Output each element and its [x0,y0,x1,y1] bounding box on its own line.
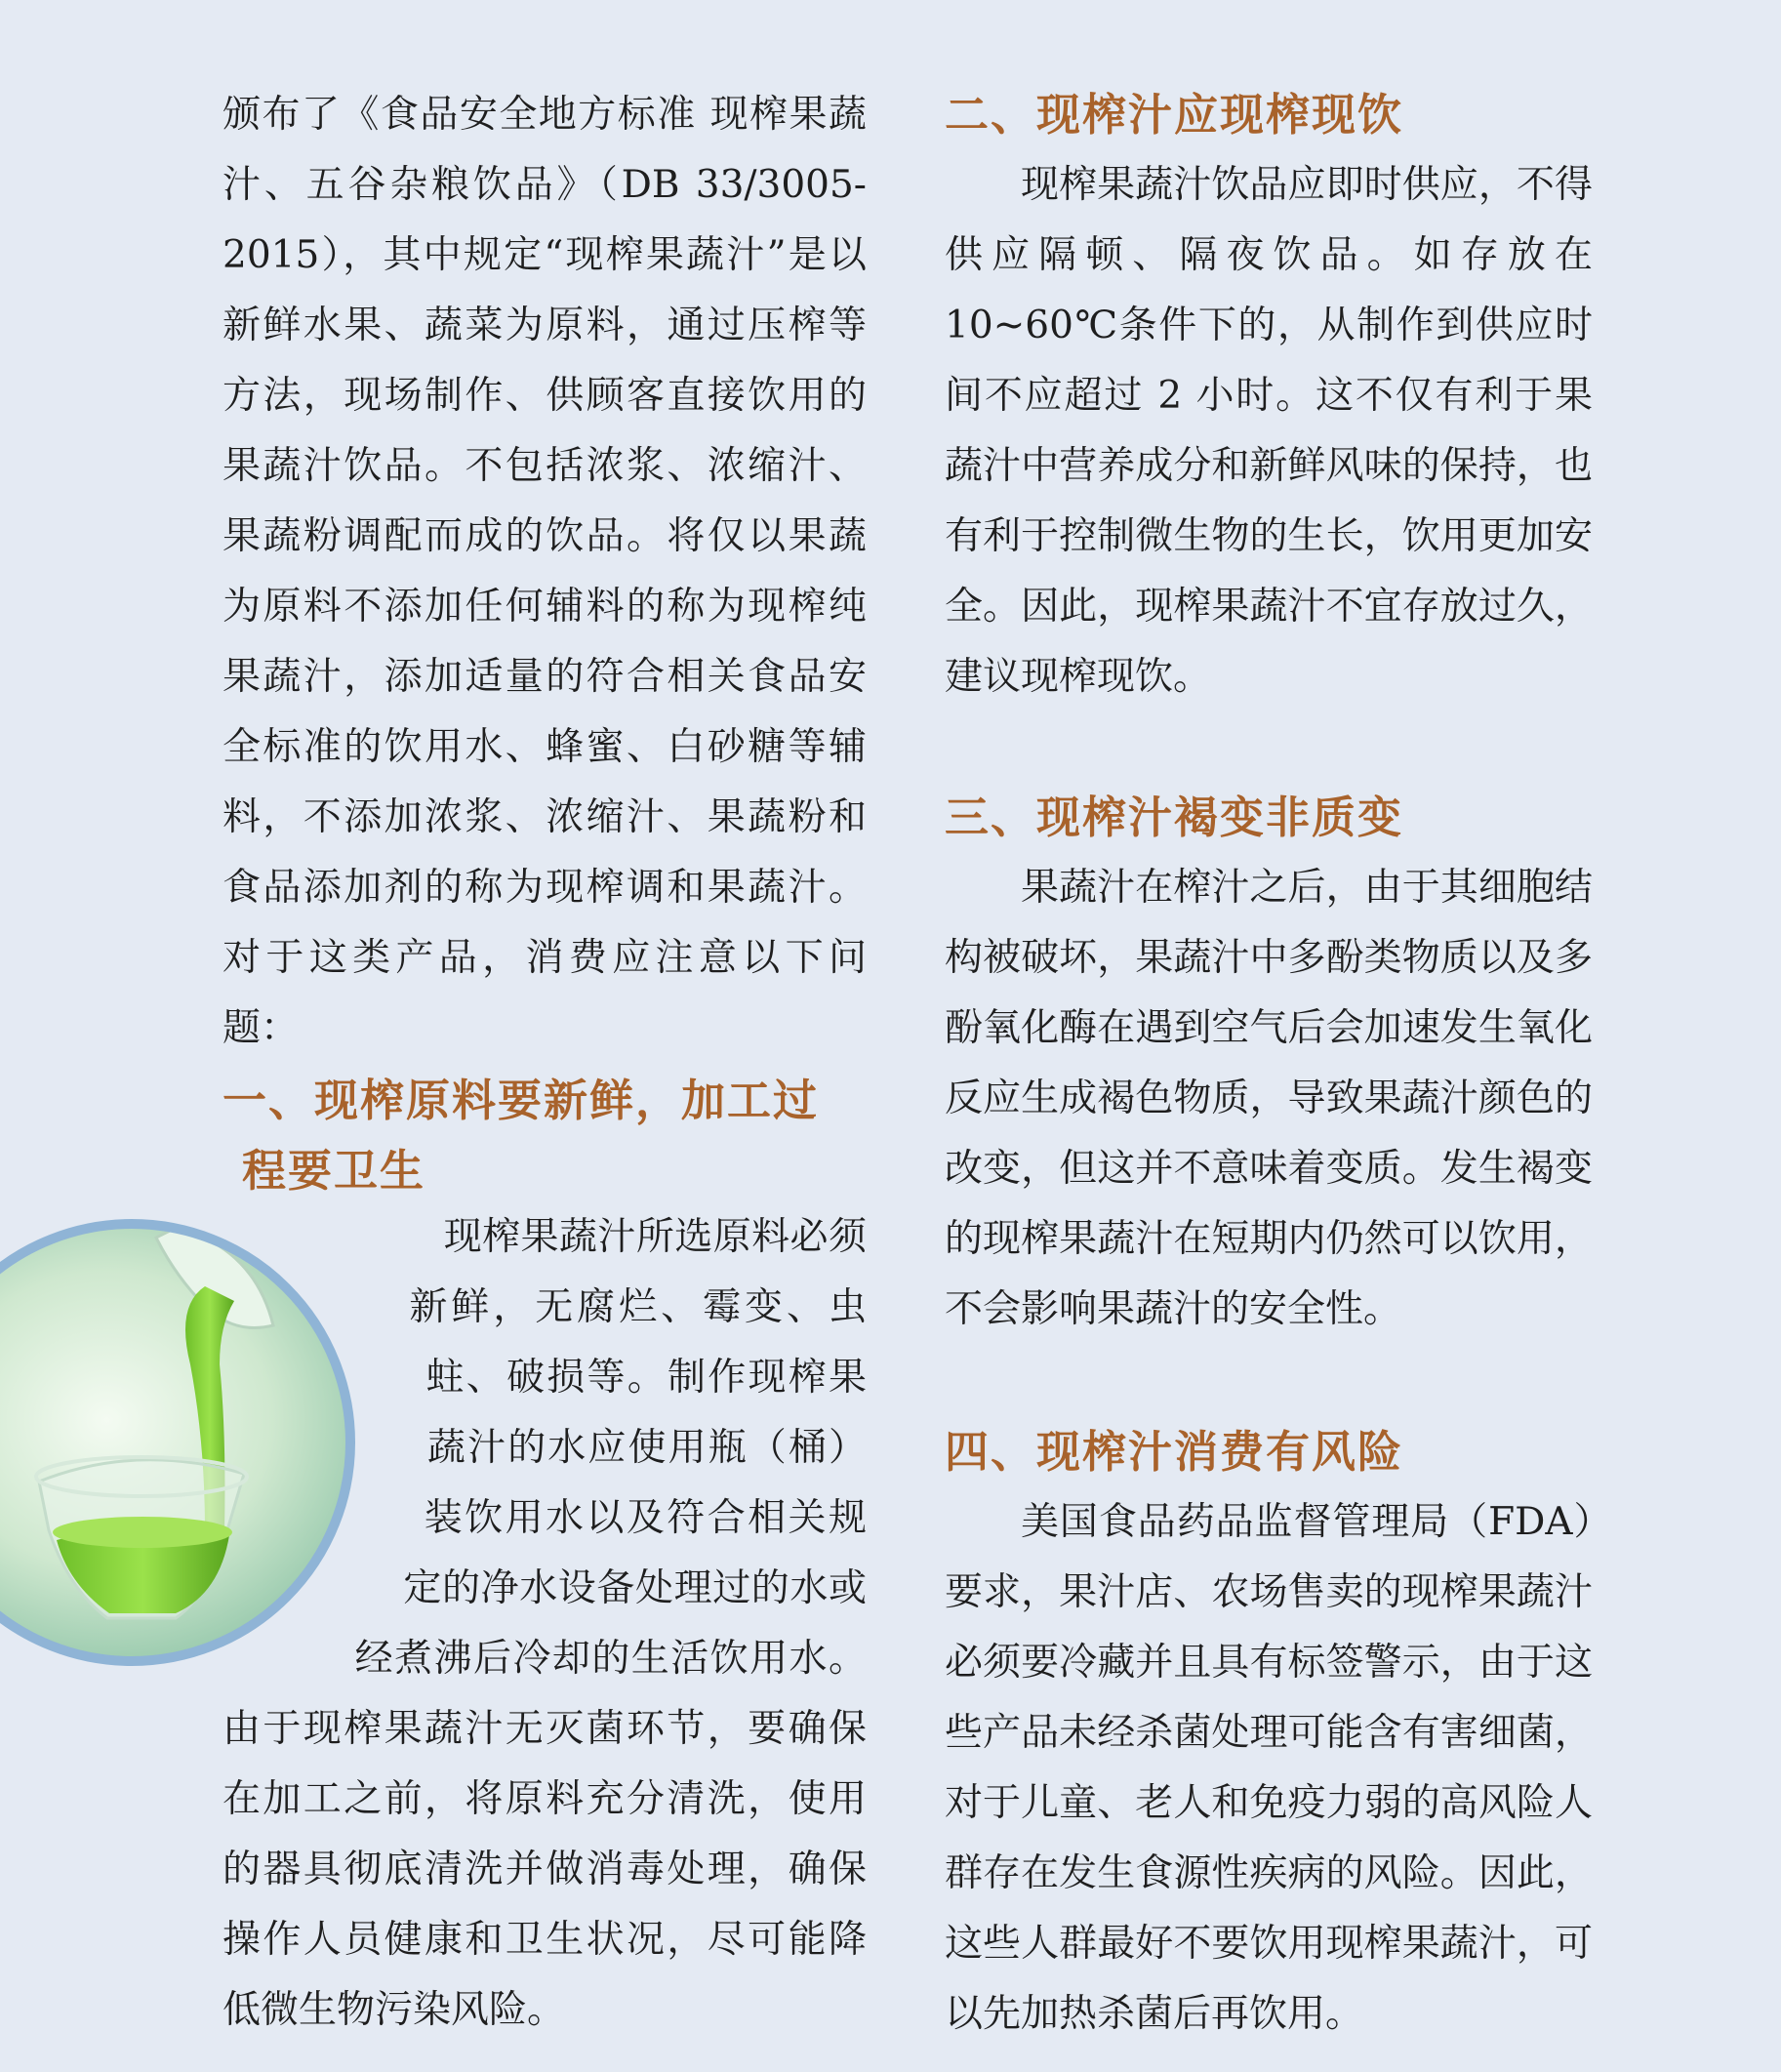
section-4 [945,1417,1593,2050]
intro-block [223,80,867,1064]
section-1-heading-line1: 一、现榨原料要新鲜，加工过 [223,1075,820,1126]
section-2 [945,80,1593,712]
section-1-body [223,1202,867,2046]
section-3-heading: 三、现榨汁褐变非质变 [945,792,1404,843]
section-4-heading: 四、现榨汁消费有风险 [945,1426,1404,1478]
section-4-paragraph: 美国食品药品监督管理局（FDA）要求，果汁店、农场售卖的现榨果蔬汁必须要冷藏并且具有标签警示，由于这些产品未经杀菌处理可能含有害细菌，对于儿童、老人和免疫力弱的高风险人群存在发生食源性疾病的风险。因此，这些人群最好不要饮用现榨果蔬汁，可以先加热杀菌后再饮用。 [945,1500,1593,2036]
section-1-heading-line2: 程要卫生 [242,1145,426,1197]
section-3-paragraph: 果蔬汁在榨汁之后，由于其细胞结构被破坏，果蔬汁中多酚类物质以及多酚氧化酶在遇到空气后会加速发生氧化反应生成褐色物质，导致果蔬汁颜色的改变，但这并不意味着变质。发生褐变的现榨果蔬汁在短期内仍然可以饮用，不会影响果蔬汁的安全性。 [945,866,1593,1331]
image-wrap-spacer [223,1202,427,1681]
section-1-paragraph: 现榨果蔬汁所选原料必须新鲜，无腐烂、霉变、虫蛀、破损等。制作现榨果蔬汁的水应使用瓶（桶）装饮用水以及符合相关规定的净水设备处理过的水或经煮沸后冷却的生活饮用水。由于现榨果蔬汁无灭菌环节，要确保在加工之前，将原料充分清洗，使用的器具彻底清洗并做消毒处理，确保操作人员健康和卫生状况，尽可能降低微生物污染风险。 [223,1215,867,2032]
intro-paragraph: 颁布了《食品安全地方标准 现榨果蔬汁、五谷杂粮饮品》（DB 33/3005-2015），其中规定“现榨果蔬汁”是以新鲜水果、蔬菜为原料，通过压榨等方法，现场制作、供顾客直接饮用的果蔬汁饮品。不包括浓浆、浓缩汁、果蔬粉调配而成的饮品。将仅以果蔬为原料不添加任何辅料的称为现榨纯果蔬汁，添加适量的符合相关食品安全标准的饮用水、蜂蜜、白砂糖等辅料，不添加浓浆、浓缩汁、果蔬粉和食品添加剂的称为现榨调和果蔬汁。对于这类产品，消费应注意以下问题： [223,93,867,1050]
section-2-heading: 二、现榨汁应现榨现饮 [945,89,1404,141]
section-1-heading [223,1066,867,1206]
section-3 [945,783,1593,1345]
section-2-paragraph: 现榨果蔬汁饮品应即时供应，不得供应隔顿、隔夜饮品。如存放在10~60℃条件下的，从制作到供应时间不应超过 2 小时。这不仅有利于果蔬汁中营养成分和新鲜风味的保持，也有利于控制微生物的生长，饮用更加安全。因此，现榨果蔬汁不宜存放过久，建议现榨现饮。 [945,163,1593,699]
